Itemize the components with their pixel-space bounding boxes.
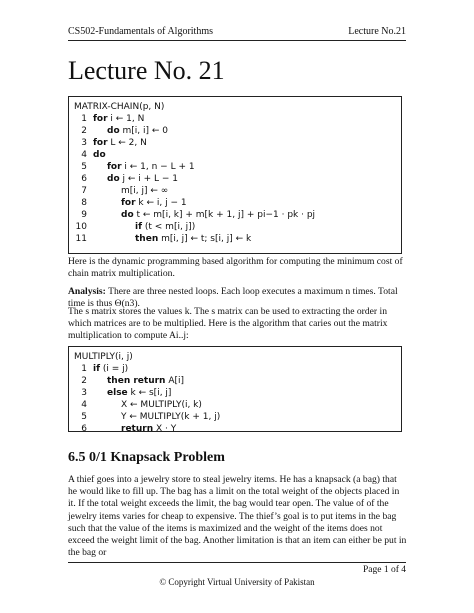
line-code [93, 113, 144, 125]
line-number: 6 [81, 424, 87, 434]
line-number: 5 [81, 162, 87, 172]
line-code [93, 363, 128, 375]
line-code [93, 411, 220, 423]
keyword: for [93, 114, 108, 124]
line-number: 3 [81, 138, 87, 148]
algorithm-multiply [68, 346, 402, 432]
statement: X · Y [153, 424, 177, 434]
statement: X ← MULTIPLY(i, k) [121, 400, 202, 410]
line-code [93, 173, 178, 185]
keyword: if [135, 222, 143, 232]
line-number: 5 [81, 412, 87, 422]
line-code [93, 125, 168, 137]
line-code [93, 399, 202, 411]
statement: (i = j) [100, 364, 129, 374]
line-number: 8 [81, 198, 87, 208]
algorithm-line [69, 185, 401, 197]
footer-divider [68, 562, 406, 563]
algorithm-line [69, 161, 401, 173]
algorithm-line [69, 221, 401, 233]
line-number: 10 [75, 222, 87, 232]
page-number: Page 1 of 4 [362, 565, 406, 575]
line-number: 1 [81, 364, 87, 374]
paragraph-intro: Here is the dynamic programming based algorithm for computing the minimum cost of chain matrix multiplication. [68, 256, 403, 280]
algorithm-header: MULTIPLY(i, j) [74, 352, 133, 362]
analysis-label: Analysis: [68, 286, 106, 297]
line-code [93, 221, 195, 233]
algorithm-line [69, 137, 401, 149]
algorithm-line [69, 197, 401, 209]
statement: m[i, i] ← 0 [119, 126, 169, 136]
line-number: 3 [81, 388, 87, 398]
keyword: return [121, 424, 154, 434]
statement: m[i, j] ← t; s[i, j] ← k [158, 234, 252, 244]
statement: i ← 1, n − L + 1 [121, 162, 195, 172]
paragraph-knapsack: A thief goes into a jewelry store to steal jewelry items. He has a knapsack (a bag) that he would like to fill up. The bag has a limit on the total weight of the objects placed in it. If the total weight exceeds the limit, the bag would tear open. The value of of the jewelry items varies for cheap to expensive. The thief’s goal is to put items in the bag such that the value of the items is maximized and the weight of the items does not exceed the weight limit of the bag. Another limitation is that an item can either be put in the bag or [68, 474, 407, 559]
header-course: CS502-Fundamentals of Algorithms [68, 26, 213, 37]
line-code [93, 233, 251, 245]
statement: k ← i, j − 1 [135, 198, 187, 208]
line-number: 7 [81, 186, 87, 196]
algorithm-lines [69, 113, 401, 245]
keyword: then [135, 234, 159, 244]
algorithm-line [69, 423, 401, 435]
algorithm-line [69, 173, 401, 185]
line-code [93, 209, 315, 221]
line-code [93, 149, 106, 161]
line-code [93, 375, 184, 387]
line-number: 9 [81, 210, 87, 220]
algorithm-header: MATRIX-CHAIN(p, N) [74, 102, 165, 112]
keyword: do [107, 126, 120, 136]
statement: i ← 1, N [107, 114, 145, 124]
algorithm-lines [69, 363, 401, 435]
keyword: for [93, 138, 108, 148]
keyword: do [121, 210, 134, 220]
algorithm-line [69, 233, 401, 245]
algorithm-line [69, 209, 401, 221]
header-lecture: Lecture No.21 [348, 26, 406, 37]
paragraph-s-matrix: The s matrix stores the values k. The s matrix can be used to extracting the order in which matrices are to be multiplied. Here is the algorithm that caries out the matrix multiplication to compute Ai..j: [68, 306, 388, 342]
line-number: 4 [81, 150, 87, 160]
line-code [93, 423, 176, 435]
algorithm-line [69, 387, 401, 399]
line-number: 2 [81, 376, 87, 386]
page-title: Lecture No. 21 [68, 56, 225, 85]
keyword: for [121, 198, 136, 208]
keyword: then return [107, 376, 166, 386]
keyword: if [93, 364, 101, 374]
line-code [93, 137, 147, 149]
section-title: 6.5 0/1 Knapsack Problem [68, 450, 225, 465]
statement: t ← m[i, k] + m[k + 1, j] + pi−1 · pk · pj [133, 210, 316, 220]
line-number: 11 [75, 234, 87, 244]
keyword: do [107, 174, 120, 184]
statement: (t < m[i, j]) [142, 222, 196, 232]
statement: Y ← MULTIPLY(k + 1, j) [121, 412, 221, 422]
algorithm-line [69, 125, 401, 137]
statement: m[i, j] ← ∞ [121, 186, 169, 196]
line-number: 2 [81, 126, 87, 136]
page-header [68, 26, 406, 41]
keyword: for [107, 162, 122, 172]
algorithm-line [69, 363, 401, 375]
line-number: 4 [81, 400, 87, 410]
algorithm-matrix-chain [68, 96, 402, 254]
line-number: 6 [81, 174, 87, 184]
statement: A[i] [165, 376, 184, 386]
algorithm-line [69, 375, 401, 387]
keyword: do [93, 150, 106, 160]
algorithm-line [69, 411, 401, 423]
copyright: © Copyright Virtual University of Pakistan [159, 577, 315, 587]
line-code [93, 161, 195, 173]
keyword: else [107, 388, 128, 398]
algorithm-line [69, 149, 401, 161]
algorithm-line [69, 399, 401, 411]
statement: j ← i + L − 1 [119, 174, 179, 184]
line-number: 1 [81, 114, 87, 124]
statement: k ← s[i, j] [127, 388, 172, 398]
analysis-text: There are three nested loops. Each loop executes a maximum n times. Total time is thus Θ(n3). [68, 286, 398, 310]
line-code [93, 197, 187, 209]
algorithm-line [69, 113, 401, 125]
line-code [93, 387, 171, 399]
line-code [93, 185, 168, 197]
statement: L ← 2, N [107, 138, 147, 148]
